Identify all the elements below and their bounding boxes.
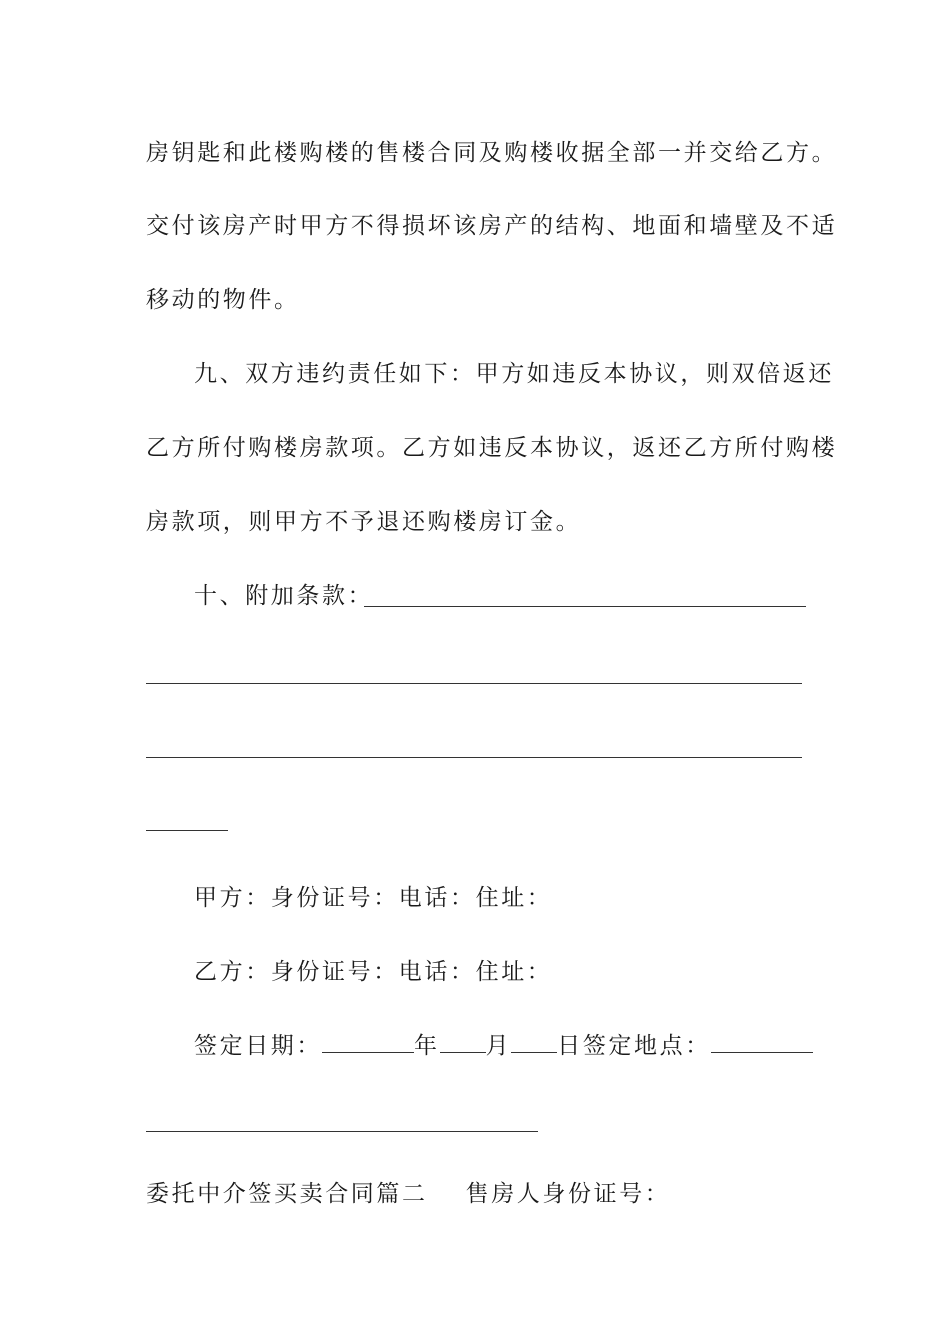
- month-blank: [440, 1030, 486, 1053]
- clause-10-blank-line: [146, 757, 802, 758]
- clause-8-line-1: 房钥匙和此楼购楼的售楼合同及购楼收据全部一并交给乙方。: [146, 140, 838, 166]
- clause-8-line-2: 交付该房产时甲方不得损坏该房产的结构、地面和墙壁及不适: [146, 213, 838, 239]
- clause-10-blank-line: [146, 683, 802, 684]
- date-label: 签定日期：: [194, 1033, 322, 1059]
- place-blank-continued: [146, 1131, 538, 1132]
- party-b-signature-line: 乙方：身份证号：电话：住址：: [194, 959, 553, 985]
- month-label: 月: [485, 1033, 512, 1059]
- day-blank: [511, 1030, 557, 1053]
- day-place-label: 日签定地点：: [557, 1033, 711, 1059]
- clause-9-line-1: 九、双方违约责任如下：甲方如违反本协议，则双倍返还: [194, 361, 834, 387]
- clause-8-line-3: 移动的物件。: [146, 287, 300, 313]
- signing-date-line: [194, 1030, 806, 1062]
- section-2-title: 委托中介签买卖合同篇二: [146, 1181, 428, 1207]
- seller-id-label: 售房人身份证号：: [465, 1181, 671, 1207]
- clause-10-blank-line: [364, 606, 806, 607]
- clause-9-line-2: 乙方所付购楼房款项。乙方如违反本协议，返还乙方所付购楼: [146, 435, 838, 461]
- year-blank: [322, 1030, 414, 1053]
- year-label: 年: [414, 1033, 440, 1059]
- clause-9-line-3: 房款项，则甲方不予退还购楼房订金。: [146, 509, 582, 535]
- place-blank: [711, 1030, 813, 1053]
- section-2-heading-line: [146, 1178, 806, 1210]
- clause-10-label: 十、附加条款：: [194, 583, 374, 609]
- party-a-signature-line: 甲方：身份证号：电话：住址：: [194, 885, 553, 911]
- clause-10-blank-line: [146, 830, 228, 831]
